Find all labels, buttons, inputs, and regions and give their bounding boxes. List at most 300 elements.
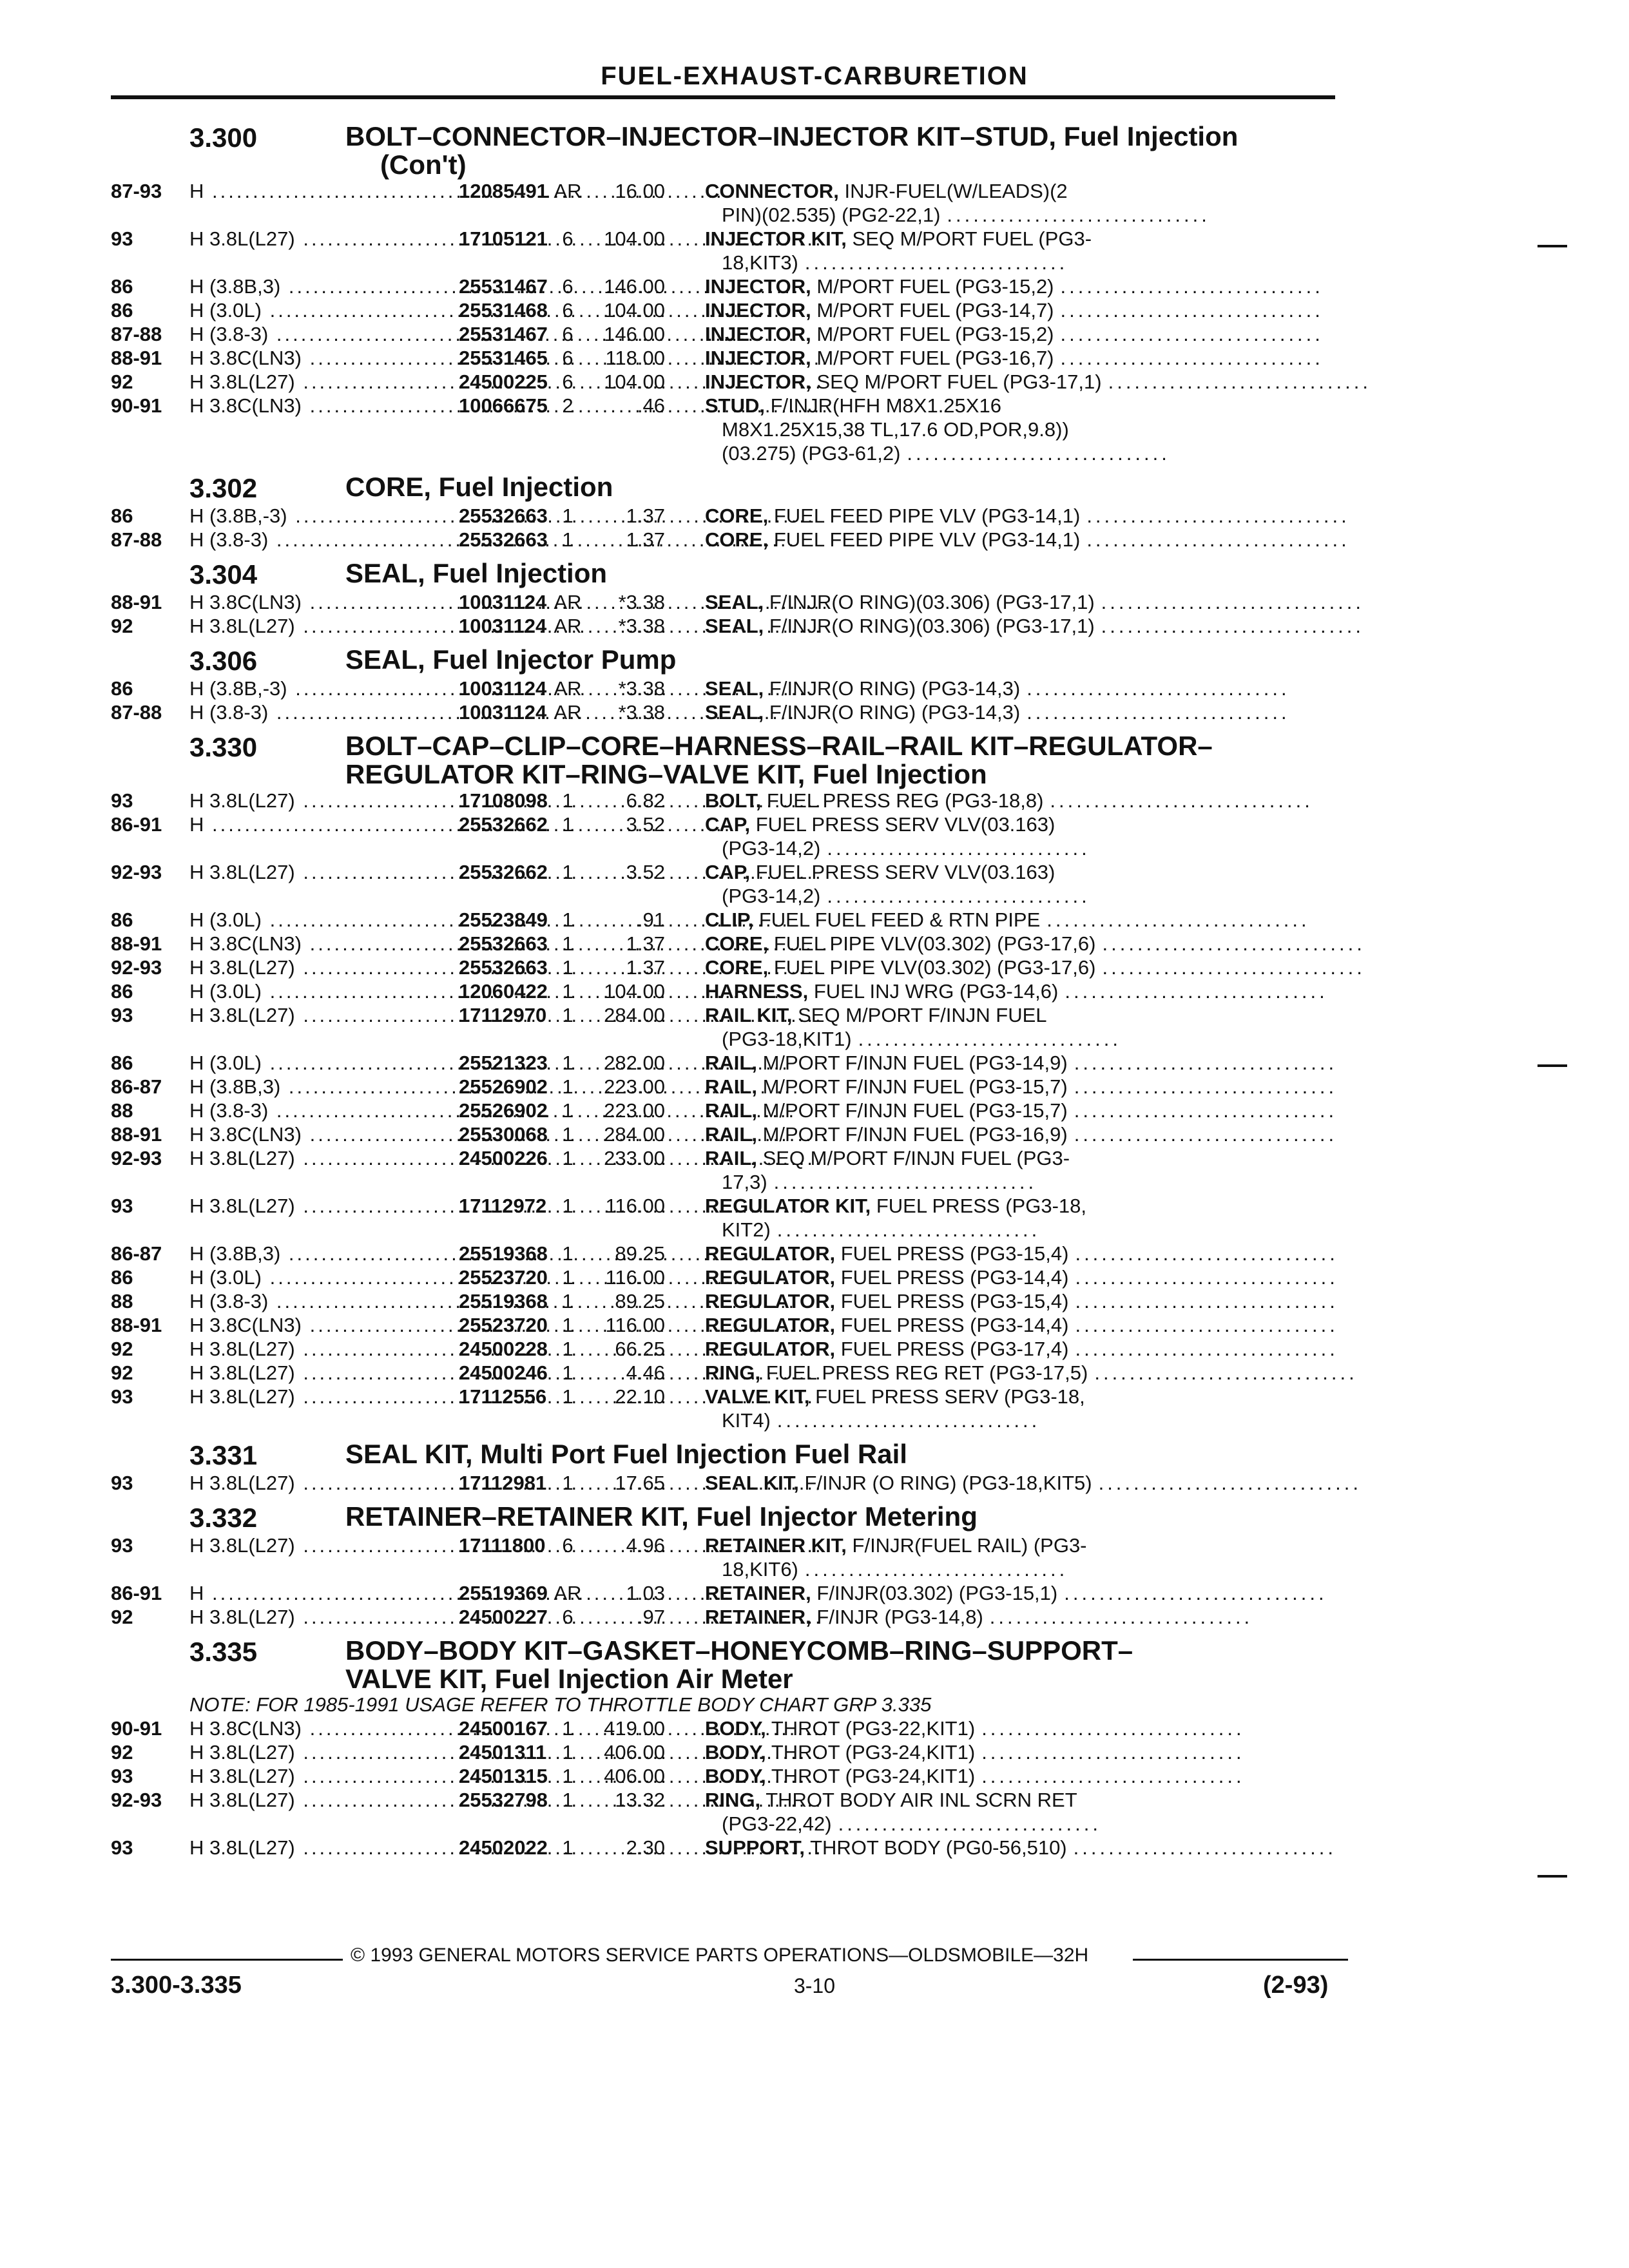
part-name: RING, <box>705 1361 761 1384</box>
description-line <box>705 1218 1169 1242</box>
section-title-line: BOLT–CONNECTOR–INJECTOR–INJECTOR KIT–STUD, Fuel Injection <box>345 121 1239 151</box>
description-line <box>705 1836 1337 1860</box>
quantity: 1 <box>562 908 574 931</box>
description-text <box>705 1289 1068 1313</box>
description-text <box>705 1313 1068 1337</box>
part-name: INJECTOR KIT, <box>705 227 847 250</box>
quantity: AR <box>554 615 582 637</box>
model-year: 93 <box>111 789 133 812</box>
description-text <box>705 1122 1068 1146</box>
price: 419.00 <box>604 1717 665 1740</box>
price: .91 <box>637 908 665 931</box>
part-detail: FUEL PRESS SERV VLV(03.163) <box>755 861 1055 883</box>
part-number: 25526902 <box>459 1099 548 1122</box>
margin-mark <box>1537 245 1567 247</box>
dot-leader: .............................. <box>1075 1242 1338 1265</box>
part-number: 25523720 <box>459 1266 548 1289</box>
engine-code: H (3.8B,3) ..... <box>189 1242 459 1265</box>
description-text <box>705 227 1092 251</box>
description-line <box>705 1194 1169 1218</box>
part-name: RETAINER KIT, <box>705 1534 847 1557</box>
description-text <box>705 1581 1057 1605</box>
model-year: 86-91 <box>111 813 162 836</box>
part-detail: THROT (PG3-24,KIT1) <box>771 1741 976 1763</box>
dot-leader: .............................. <box>907 442 1170 465</box>
part-detail: FUEL PRESS SERV VLV(03.163) <box>755 813 1055 836</box>
part-row <box>111 1605 1348 1629</box>
quantity: AR <box>554 1582 582 1604</box>
engine-code: H 3.8L(L27) ..... <box>189 1194 459 1218</box>
description <box>705 700 1290 724</box>
part-name: RAIL, <box>705 1075 757 1098</box>
part-number: 17105121 <box>459 227 548 250</box>
quantity: 6 <box>562 299 574 322</box>
part-detail: SEQ M/PORT FUEL (PG3-17,1) <box>816 370 1102 393</box>
dot-leader: .............................. <box>1101 591 1365 613</box>
part-number: 25532798 <box>459 1789 548 1811</box>
model-year: 86-87 <box>111 1075 162 1098</box>
engine-code: H (3.0L) ..... <box>189 298 459 322</box>
section-title-line: SEAL, Fuel Injector Pump <box>345 644 677 675</box>
engine-code: H 3.8L(L27) ..... <box>189 370 459 394</box>
model-year: 86 <box>111 275 133 298</box>
model-year: 88-91 <box>111 347 162 369</box>
description <box>705 1051 1338 1075</box>
section-continued: (Con't) <box>380 149 467 180</box>
part-row <box>111 227 1348 274</box>
part-row <box>111 1385 1348 1432</box>
dot-leader: .............................. <box>1065 980 1328 1003</box>
engine-code: H 3.8C(LN3) ..... <box>189 346 459 370</box>
description <box>705 1385 1169 1432</box>
model-year: 90-91 <box>111 1717 162 1740</box>
description-line <box>705 908 1310 932</box>
description-line <box>705 1146 1169 1170</box>
description <box>705 1265 1338 1289</box>
part-name: REGULATOR, <box>705 1242 836 1265</box>
description-line <box>705 1581 1327 1605</box>
engine-code: H 3.8C(LN3) ..... <box>189 1313 459 1337</box>
part-detail: M/PORT FUEL (PG3-15,2) <box>816 275 1054 298</box>
part-row <box>111 860 1348 908</box>
price: 223.00 <box>604 1099 665 1122</box>
part-detail: SEQ M/PORT F/INJN FUEL (PG3- <box>762 1147 1070 1169</box>
dot-leader: .............................. <box>1098 1472 1362 1494</box>
part-row <box>111 1313 1348 1337</box>
quantity: 1 <box>562 1075 574 1098</box>
price: 104.00 <box>604 370 665 393</box>
price: *3.38 <box>618 615 665 637</box>
model-year: 92-93 <box>111 861 162 883</box>
engine-code: H 3.8L(L27) ..... <box>189 1337 459 1361</box>
part-row <box>111 956 1365 979</box>
description-text <box>705 1361 1088 1385</box>
part-detail: FUEL PRESS (PG3-14,4) <box>840 1266 1069 1289</box>
part-number: 25531467 <box>459 323 548 345</box>
engine-code: H (3.0L) ..... <box>189 1051 459 1075</box>
section-header <box>111 1440 1348 1471</box>
dot-leader: .............................. <box>804 1558 1068 1581</box>
part-number: 25523720 <box>459 1314 548 1336</box>
description-line <box>705 504 1350 528</box>
part-row <box>111 322 1348 346</box>
description <box>705 346 1324 370</box>
price: 284.00 <box>604 1004 665 1026</box>
description-line <box>705 1027 1169 1051</box>
price: 89.25 <box>615 1290 665 1312</box>
section-title-line: REGULATOR KIT–RING–VALVE KIT, Fuel Injection <box>345 759 987 789</box>
dot-leader: .............................. <box>1074 1075 1338 1098</box>
price: 406.00 <box>604 1765 665 1787</box>
description <box>705 227 1169 274</box>
description <box>705 1003 1169 1051</box>
part-row <box>111 1716 1348 1740</box>
price: 89.25 <box>615 1242 665 1265</box>
section-header <box>111 732 1348 789</box>
dot-leader: .............................. <box>827 885 1090 907</box>
quantity: 1 <box>562 528 574 551</box>
quantity: AR <box>554 701 582 724</box>
section-number: 3.300 <box>189 122 258 153</box>
description <box>705 1788 1169 1836</box>
description <box>705 528 1350 552</box>
model-year: 87-88 <box>111 701 162 724</box>
part-number: 12060422 <box>459 980 548 1003</box>
description-line <box>705 251 1169 274</box>
engine-code: H 3.8L(L27) ..... <box>189 1605 459 1629</box>
part-name: SUPPORT, <box>705 1836 805 1859</box>
engine-code: H (3.8-3) ..... <box>189 528 459 552</box>
section-number: 3.306 <box>189 646 258 676</box>
description <box>705 932 1365 956</box>
section-title <box>345 646 676 674</box>
quantity: 1 <box>562 1717 574 1740</box>
part-row <box>111 590 1365 614</box>
description <box>705 1605 1253 1629</box>
description <box>705 1289 1338 1313</box>
description-text <box>705 528 1080 552</box>
part-number: 25530068 <box>459 1123 548 1146</box>
model-year: 86 <box>111 908 133 931</box>
model-year: 86 <box>111 1052 133 1074</box>
quantity: 1 <box>562 980 574 1003</box>
price: 146.00 <box>604 323 665 345</box>
dot-leader: .............................. <box>1075 1314 1338 1336</box>
page-title: FUEL-EXHAUST-CARBURETION <box>601 62 1028 90</box>
description-text <box>705 1003 1047 1027</box>
description-line <box>705 346 1324 370</box>
description-line <box>705 956 1365 979</box>
description-line <box>705 677 1290 700</box>
description <box>705 860 1169 908</box>
model-year: 90-91 <box>111 394 162 417</box>
dot-leader: .............................. <box>773 1171 1037 1193</box>
description <box>705 1337 1338 1361</box>
part-name: REGULATOR KIT, <box>705 1195 871 1217</box>
description-line <box>705 1075 1338 1099</box>
quantity: 1 <box>562 1242 574 1265</box>
part-number: 24500246 <box>459 1361 548 1384</box>
description-line <box>705 203 1210 227</box>
description-line <box>705 1265 1338 1289</box>
engine-code: H 3.8C(LN3) ..... <box>189 932 459 956</box>
part-name: CONNECTOR, <box>705 180 839 202</box>
section-number: 3.330 <box>189 732 258 762</box>
part-row <box>111 1075 1348 1099</box>
dot-leader: .............................. <box>776 1409 1041 1432</box>
part-number: 25531467 <box>459 275 548 298</box>
description-line <box>705 836 1169 860</box>
part-row <box>111 908 1348 932</box>
part-row <box>111 677 1348 700</box>
section-title <box>345 1503 978 1531</box>
quantity: 6 <box>562 1606 574 1628</box>
part-number: 25521323 <box>459 1052 548 1074</box>
description-text <box>705 1075 1068 1099</box>
engine-code: H ..... <box>189 179 459 203</box>
description-text <box>705 1242 1068 1265</box>
part-row <box>111 1533 1348 1581</box>
part-detail: M8X1.25X15,38 TL,17.6 OD,POR,9.8)) <box>722 418 1069 441</box>
description-text <box>705 789 1043 812</box>
part-name: SEAL KIT, <box>705 1472 799 1494</box>
description-line <box>705 394 1169 418</box>
quantity: 6 <box>562 370 574 393</box>
dot-leader: .............................. <box>947 204 1210 226</box>
description <box>705 274 1324 298</box>
part-name: REGULATOR, <box>705 1266 836 1289</box>
price: 116.00 <box>605 1195 665 1217</box>
part-row <box>111 1337 1348 1361</box>
engine-code: H 3.8C(LN3) ..... <box>189 1716 459 1740</box>
part-number: 24500228 <box>459 1338 548 1360</box>
description <box>705 322 1324 346</box>
engine-code: H 3.8L(L27) ..... <box>189 1788 459 1812</box>
part-name: RAIL, <box>705 1123 757 1146</box>
dot-leader: .............................. <box>1074 1052 1338 1074</box>
part-detail: M/PORT F/INJN FUEL (PG3-14,9) <box>762 1052 1068 1074</box>
part-detail: 17,3) <box>722 1171 767 1193</box>
model-year: 93 <box>111 1385 133 1408</box>
quantity: AR <box>554 591 582 613</box>
model-year: 86-91 <box>111 1582 162 1604</box>
quantity: 1 <box>562 1765 574 1787</box>
section-header <box>111 1637 1348 1693</box>
model-year: 88-91 <box>111 932 162 955</box>
model-year: 92 <box>111 1338 133 1360</box>
engine-code: H ..... <box>189 812 459 836</box>
description-line <box>705 322 1324 346</box>
description <box>705 1122 1338 1146</box>
description-line <box>705 274 1324 298</box>
description-text <box>705 1533 1087 1557</box>
description-text <box>705 700 1020 724</box>
description-text <box>705 394 1001 418</box>
description <box>705 394 1169 465</box>
description-text <box>705 1740 975 1764</box>
part-row <box>111 979 1348 1003</box>
part-number: 10031124 <box>459 701 547 724</box>
part-detail: (PG3-22,42) <box>722 1812 832 1835</box>
description-line <box>705 1337 1338 1361</box>
part-number: 25531465 <box>459 347 548 369</box>
model-year: 87-93 <box>111 180 162 202</box>
section-title <box>345 473 613 501</box>
copyright: © 1993 GENERAL MOTORS SERVICE PARTS OPERATIONS—OLDSMOBILE—32H <box>351 1945 1089 1966</box>
description-line <box>705 528 1350 552</box>
section-header <box>111 559 1348 590</box>
price: .46 <box>637 394 665 417</box>
engine-code: H 3.8L(L27) ..... <box>189 1533 459 1557</box>
section-title-line: BODY–BODY KIT–GASKET–HONEYCOMB–RING–SUPPORT– <box>345 1635 1133 1666</box>
part-name: RING, <box>705 1789 761 1811</box>
quantity: 1 <box>562 1290 574 1312</box>
part-detail: THROT (PG3-22,KIT1) <box>771 1717 976 1740</box>
quantity: 1 <box>562 1004 574 1026</box>
part-number: 17112972 <box>459 1195 547 1217</box>
engine-code: H (3.0L) ..... <box>189 1265 459 1289</box>
dot-leader: .............................. <box>981 1765 1245 1787</box>
dot-leader: .............................. <box>981 1717 1245 1740</box>
part-detail: F/INJR (PG3-14,8) <box>816 1606 983 1628</box>
part-number: 25519369 <box>459 1582 548 1604</box>
header-rule <box>111 95 1335 99</box>
dot-leader: .............................. <box>1075 1290 1338 1312</box>
description <box>705 1099 1338 1122</box>
quantity: 6 <box>562 275 574 298</box>
part-detail: FUEL PRESS REG RET (PG3-17,5) <box>766 1361 1088 1384</box>
part-row <box>111 1836 1348 1860</box>
part-detail: F/INJR(HFH M8X1.25X16 <box>770 394 1001 417</box>
description-line <box>705 179 1169 203</box>
description-line <box>705 1122 1338 1146</box>
section-title-line: CORE, Fuel Injection <box>345 472 613 502</box>
price: 406.00 <box>604 1741 665 1763</box>
part-name: RETAINER, <box>705 1582 811 1604</box>
part-number: 17111800 <box>459 1534 546 1557</box>
model-year: 93 <box>111 227 133 250</box>
part-detail: FUEL PIPE VLV(03.302) (PG3-17,6) <box>773 956 1096 979</box>
engine-code: H 3.8C(LN3) ..... <box>189 1122 459 1146</box>
price: 4.46 <box>626 1361 665 1384</box>
part-number: 17112970 <box>459 1004 547 1026</box>
description-line <box>705 1385 1169 1408</box>
part-row <box>111 1471 1362 1495</box>
model-year: 86 <box>111 299 133 322</box>
price: 284.00 <box>604 1123 665 1146</box>
section-title <box>345 1637 1133 1693</box>
part-name: CORE, <box>705 528 769 551</box>
quantity: 6 <box>562 323 574 345</box>
model-year: 92-93 <box>111 1789 162 1811</box>
quantity: 6 <box>562 227 574 250</box>
engine-code: H (3.8B,3) ..... <box>189 1075 459 1099</box>
description <box>705 298 1324 322</box>
part-number: 24501315 <box>459 1765 548 1787</box>
part-number: 10031124 <box>459 615 547 637</box>
part-detail: F/INJR(03.302) (PG3-15,1) <box>816 1582 1058 1604</box>
section-header <box>111 122 1348 179</box>
description-line <box>705 700 1290 724</box>
part-detail: THROT (PG3-24,KIT1) <box>771 1765 976 1787</box>
part-number: 25532662 <box>459 813 548 836</box>
model-year: 93 <box>111 1836 133 1859</box>
description-line <box>705 590 1365 614</box>
description-line <box>705 1289 1338 1313</box>
part-detail: KIT2) <box>722 1218 771 1241</box>
quantity: 1 <box>562 1338 574 1360</box>
price: 3.52 <box>626 813 665 836</box>
description <box>705 614 1365 638</box>
price: 146.00 <box>604 275 665 298</box>
part-name: REGULATOR, <box>705 1290 836 1312</box>
part-row <box>111 394 1348 465</box>
description-line <box>705 1003 1169 1027</box>
part-name: BOLT, <box>705 789 762 812</box>
part-detail: M/PORT F/INJN FUEL (PG3-15,7) <box>762 1075 1068 1098</box>
price: 6.82 <box>626 789 665 812</box>
description-line <box>705 1361 1358 1385</box>
engine-code: H 3.8L(L27) ..... <box>189 227 459 251</box>
part-detail: FUEL PRESS REG (PG3-18,8) <box>766 789 1044 812</box>
margin-mark <box>1537 1875 1567 1878</box>
description-text <box>705 298 1054 322</box>
part-row <box>111 614 1365 638</box>
description <box>705 1242 1338 1265</box>
description-text <box>705 860 1055 884</box>
model-year: 93 <box>111 1004 133 1026</box>
footer-rule-left <box>111 1959 343 1961</box>
description-line <box>705 1812 1169 1836</box>
quantity: 1 <box>562 1099 574 1122</box>
engine-code: H 3.8L(L27) ..... <box>189 789 459 812</box>
part-row <box>111 932 1365 956</box>
engine-code: H 3.8L(L27) ..... <box>189 1361 459 1385</box>
model-year: 92-93 <box>111 956 162 979</box>
part-name: RAIL, <box>705 1052 757 1074</box>
section-title <box>345 559 607 588</box>
part-name: CAP, <box>705 813 751 836</box>
quantity: 1 <box>562 861 574 883</box>
price: 1.37 <box>626 528 665 551</box>
part-number: 25532663 <box>459 932 548 955</box>
part-number: 25532663 <box>459 528 548 551</box>
description-line <box>705 1740 1245 1764</box>
part-number: 25532663 <box>459 956 548 979</box>
part-name: INJECTOR, <box>705 275 811 298</box>
description-text <box>705 1194 1086 1218</box>
description <box>705 1075 1338 1099</box>
description-text <box>705 812 1055 836</box>
dot-leader: .............................. <box>1060 323 1324 345</box>
part-row <box>111 1051 1348 1075</box>
description-text <box>705 1146 1070 1170</box>
dot-leader: .............................. <box>1094 1361 1358 1384</box>
quantity: 1 <box>562 1314 574 1336</box>
part-detail: M/PORT FUEL (PG3-16,7) <box>816 347 1054 369</box>
dot-leader: .............................. <box>1050 789 1313 812</box>
part-row <box>111 1289 1348 1313</box>
part-detail: 18,KIT3) <box>722 251 798 274</box>
price: 118.00 <box>605 347 665 369</box>
description-line <box>705 789 1313 812</box>
engine-code: H (3.0L) ..... <box>189 908 459 932</box>
engine-code: H 3.8L(L27) ..... <box>189 1836 459 1860</box>
part-number: 24500225 <box>459 370 548 393</box>
part-name: BODY, <box>705 1765 766 1787</box>
quantity: 1 <box>562 789 574 812</box>
description-line <box>705 860 1169 884</box>
